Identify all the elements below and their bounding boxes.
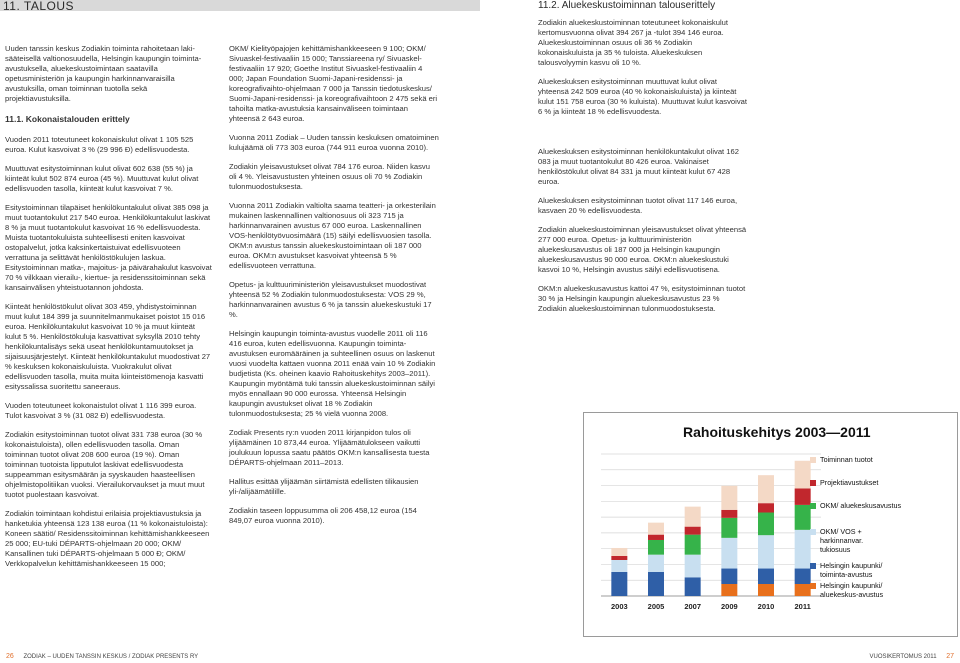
paragraph: Aluekeskuksen esitystoiminnan muuttuvat kulut olivat yhteensä 242 509 euroa (40 % kokonaiskuluista) ja kiinteät kulut 151 758 euroa (30 % kuluista). Muuttuvat kulut kasvoivat 6 % ja kiinteät 18 % edellisvuodesta. [538,77,747,116]
chapter-title: 11. TALOUS [3,0,75,13]
bar-segment [795,584,811,596]
legend-label: OKM/ aluekeskusavustus [820,501,902,510]
x-tick-label: 2011 [794,602,811,611]
footer-right [870,653,955,661]
paragraph: Zodiakin esitystoiminnan tuotot olivat 331 738 euroa (30 % kokonaistuloista), ollen edellisvuoden tasolla. Oman toiminnan tuotot olivat 208 600 euroa (19 %). Oman toiminnan tuotoista lipputulot laskivat edellisvuodesta suppeamman esitysmäärän ja syyskauden haasteellisen ohjelmistopolitiikan vuoksi. Vierailukorvaukset ja muut muut tuotot puolestaan kasvoivat. [5,430,205,499]
footer-text: ZODIAK – UUDEN TANSSIN KESKUS / ZODIAK PRESENTS RY [23,654,199,660]
chart-title: Rahoituskehitys 2003—2011 [683,424,871,440]
paragraph: Esitystoiminnan tilapäiset henkilökuntakulut olivat 385 098 ja muut tuotantokulut 217 540 euroa. Henkilökuntakulut laskivat 8 % ja muut tuotantokulut kasvoivat 16 % edellisvuodesta. Muista tuotantokuluista suhteellisesti eniten kasvoivat ostopalvelut, jotka kaksinkertaistuivat edellisvuoteen verrattuna ja selittävät henkilöstökulujen laskua. Esitystoiminnan matka-, majoitus- ja päivärahakulut kasvoivat 70 % vilkkaan vierailu-, kiertue- ja residenssitoiminnan sekä kansainvälisen yhteistuotannon johdosta. [5,203,212,292]
legend-swatch [810,503,816,509]
legend-swatch [810,583,816,589]
legend-label: Helsingin kaupunki/ toiminta-avustus [820,561,883,579]
paragraph: Vuoden toteutuneet kokonaistulot olivat 1 116 399 euroa. Tulot kasvoivat 3 % (31 082 Đ) edellisvuodesta. [5,401,197,420]
bar-segment [721,569,737,584]
column-1 [5,44,213,569]
paragraph: Kiinteät henkilöstökulut olivat 303 459, yhdistystoiminnan muut kulut 184 399 ja suunnitelmanmukaiset poistot 15 016 euroa. Henkilökuntakulut kasvoivat 10 % ja muut kiinteät kulut 5 %. Henkilöstökuluja kasvattivat syksyllä 2010 tehty henkilökuntalisäys sekä useat henkilökuntamuutokset ja sijaisuusjärjestelyt. Kiinteät henkilökuntakulut muodostivat 27 % keskuksen kokonaiskuluista. Vuokrakulut olivat edellisvuoden tasolla, muita muita kiinteistömenoja kasvatti esityssalissa suoritettu saneeraus. [5,302,211,391]
column-3-bottom [538,147,748,314]
bar-segment [685,535,701,555]
column-2 [229,44,439,526]
paragraph: Hallitus esittää ylijäämän siirtämistä edellisten tilikausien yli-/alijäämätilille. [229,477,419,496]
bar-segment [721,486,737,510]
paragraph: OKM/ Kielityöpajojen kehittämishankkeeseen 9 100; OKM/ Sivuaskel-festivaaliin 15 000; Tanssiareena ry/ Sivuaskel-festivaaliin 17 920; Goethe Institut Sivuaskel-festivaaliin 4 000; Japan Foundation Suomi-Japani-residenssi- ja koreografivaihto-ohjelmaan 7 000 ja Tanssin tiedotuskeskus/ Suomi-Japani-residenssi- ja koreografivaihtoon 2 475 sekä eri tahoilta matka-avustuksia kansainväliseen toimintaan yhteensä 2 643 euroa. [229,44,438,123]
paragraph: Zodiak Presents ry:n vuoden 2011 kirjanpidon tulos oli ylijäämäinen 10 873,44 euroa. Ylijäämätulokseen vaikutti joulukuun lopussa saatu päätös OKM:n kansallisesta tuesta DÉPARTS-ohjelmaan 2011–2013. [229,428,430,467]
legend-swatch [810,457,816,463]
paragraph: Aluekeskuksen esitystoiminnan tuotot olivat 117 146 euroa, kasvaen 20 % edellisvuodesta. [538,196,738,215]
x-tick-label: 2010 [757,602,775,611]
bar-segment [758,475,774,503]
footer-text: VUOSIKERTOMUS 2011 [869,654,937,660]
legend-label: Helsingin kaupunki/ aluekeskus-avustus [820,581,884,599]
bar-segment [648,523,664,535]
bar-segment [648,535,664,540]
bar-segment [721,538,737,569]
section-title: 11.2. Aluekeskustoiminnan talouserittely [538,0,716,11]
bar-segment [685,577,701,596]
paragraph: Vuonna 2011 Zodiak – Uuden tanssin keskuksen omatoiminen kulujäämä oli 773 303 euroa (744 911 euroa vuonna 2010). [229,133,439,152]
x-tick-label: 2003 [610,602,628,611]
bar-segment [611,572,627,596]
legend-swatch [810,529,816,535]
paragraph: Muuttuvat esitystoiminnan kulut olivat 602 638 (55 %) ja kiinteät kulut 502 874 euroa (45 %). Muuttuvat kulut olivat edellisvuoden tasolla, kiinteät kulut kasvoivat 7 %. [5,164,199,193]
column-3-top [538,18,748,117]
bar-segment [721,510,737,518]
footer-left [6,653,198,661]
bar-segment [648,555,664,572]
bar-segment [758,513,774,536]
bar-segment [721,584,737,596]
bar-segment [611,556,627,560]
x-tick-label: 2009 [720,602,738,611]
x-tick-label: 2007 [684,602,702,611]
intro-paragraph: Uuden tanssin keskus Zodiakin toiminta rahoitetaan laki-sääteisellä valtionosuudella, Helsingin kaupungin toiminta-avustuksella, aluekeskustoimintaan saatavilla opetusministeriön ja kaupungin harkinnanvaraisilla avustuksilla, oman toiminnan tuotolla sekä projektiavustuksilla. [5,44,202,103]
legend-label: OKM/ VOS + harkinnanvar. tukiosuus [820,527,864,554]
bar-segment [685,555,701,578]
paragraph: Opetus- ja kulttuuriministeriön yleisavustukset muodostivat yhteensä 52 % Zodiakin tulonmuodostuksesta: VOS 29 %, harkinnanvarainen avustus 6 % ja tanssin aluekeskustuki 17 %. [229,280,432,319]
bar-segment [611,560,627,572]
bar-segment [685,507,701,527]
bar-segment [611,548,627,556]
legend-swatch [810,563,816,569]
bar-segment [758,584,774,596]
bar-segment [795,489,811,505]
funding-chart [583,412,958,637]
section-heading: 11.1. Kokonaistalouden erittely [5,114,130,124]
page-number: 26 [6,653,14,660]
paragraph: Zodiakin yleisavustukset olivat 784 176 euroa. Niiden kasvu oli 4 %. Yleisavustusten yhteinen osuus oli 70 % Zodiakin tulonmuodostuksesta. [229,162,430,191]
bar-segment [795,505,811,530]
bar-segment [648,572,664,596]
legend-swatch [810,480,816,486]
bar-segment [758,503,774,512]
bar-segment [721,518,737,538]
paragraph: Zodiakin taseen loppusumma oli 206 458,12 euroa (154 849,07 euroa vuonna 2010). [229,506,417,525]
paragraph: Zodiakin aluekeskustoiminnan yleisavustukset olivat yhteensä 277 000 euroa. Opetus- ja kulttuuriministeriön aluekeskusavustus oli 187 000 ja Helsingin kaupungin aluekeskusavustus 90 000 euroa. OKM:n aluekeskustuki kasvoi 10 %, Helsingin avustus säilyi edellisvuotisena. [538,225,747,274]
paragraph: Zodiakin aluekeskustoiminnan toteutuneet kokonaiskulut kertomusvuonna olivat 394 267 ja -tulot 394 146 euroa. Aluekeskustoiminnan osuus oli 36 % Zodiakin kokonaiskuluista ja 35 % tuloista. Aluekeskuksen talousvolyymin kasvu oli 10 %. [538,18,728,67]
bar-segment [648,540,664,555]
paragraph: Vuonna 2011 Zodiakin valtiolta saama teatteri- ja orkesterilain mukainen laskennallinen valtionosuus oli 323 715 ja harkinnanvarainen avustus 67 000 euroa. Laskennallinen VOS-henkilötyövuosimäärä (15) säilyi edellisvuosien tasolla. OKM:n avustus tanssin aluekeskustoimintaan oli 187 000 euroa. OKM:n avustukset kasvoivat yhteensä 5 % edellisvuoteen verrattuna. [229,201,436,270]
bar-segment [758,569,774,584]
bar-segment [795,569,811,584]
paragraph: Vuoden 2011 toteutuneet kokonaiskulut olivat 1 105 525 euroa. Kulut kasvoivat 3 % (29 996 Đ) edellisvuodesta. [5,135,194,154]
paragraph: OKM:n aluekeskusavustus kattoi 47 %, esitystoiminnan tuotot 30 % ja Helsingin kaupungin aluekeskusavustus 23 % Zodiakin aluekeskustoiminnan tulonmuodostuksesta. [538,284,746,313]
paragraph: Zodiakin toimintaan kohdistui erilaisia projektiavustuksia ja hanketukia yhteensä 123 138 euroa (11 % kokonaistuloista): Koneen säätiö/ Residenssitoiminnan kehittämishankkeeseen 25 000; EU-tuki DÉPARTS-ohjelmaan 20 000; OKM/ Kansallinen tuki DÉPARTS-ohjelmaan 5 000 Đ; OKM/ Verkkopalvelun kehittämishankkeeseen 15 000; [5,509,210,568]
page-number: 27 [946,653,954,660]
bar-segment [795,461,811,489]
header-bar [0,0,960,11]
bar-segment [758,535,774,568]
legend-label: Projektiavustukset [820,478,879,487]
x-tick-label: 2005 [647,602,665,611]
bar-segment [795,530,811,569]
legend-label: Toiminnan tuotot [820,455,873,464]
paragraph: Helsingin kaupungin toiminta-avustus vuodelle 2011 oli 116 416 euroa, kuten edellisvuonna. Kaupungin toiminta-avustuksen euromääräinen ja suhteellinen osuus on laskenut vuosi vuodelta kattaen vuonna 2011 enää vain 10 % Zodiakin budjetista (Ks. oheinen kaavio Rahoituskehitys 2003–2011). Kaupungin myöntämä tuki tanssin aluekeskustoiminnan säilyi myös ennallaan 90 000 eurossa. Yhteensä Helsingin kaupungin avustukset olivat 18 % Zodiakin tulonmuodostuksesta; 25 % vielä vuonna 2008. [229,329,436,418]
paragraph: Aluekeskuksen esitystoiminnan henkilökuntakulut olivat 162 083 ja muut tuotantokulut 80 426 euroa. Vakinaiset henkilöstökulut olivat 84 331 ja muut kiinteät kulut 67 428 euroa. [538,147,739,186]
bar-segment [685,527,701,535]
